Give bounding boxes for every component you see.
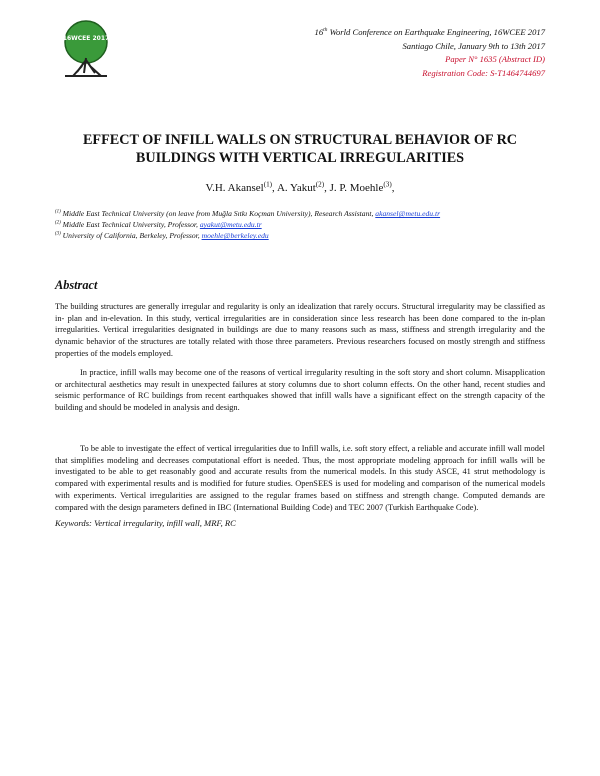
abstract-heading: Abstract <box>55 278 98 292</box>
email-link[interactable]: ayakut@metu.edu.tr <box>199 220 262 230</box>
affiliation-2: $^{(2)}$ Middle East Technical University, Professor, ayakut@metu.edu.tr <box>55 220 262 230</box>
abstract-paragraph: To be able to investigate the effect of vertical irregularities due to Infill walls, i.e. soft story effect, a reliable and accurate infill wall model that simplifies modeling and decreases computational effort is needed. Thus, the most appropriate modeling approach for infill walls will be investigated to be able to get reasonably good and accurate results from the numerical models. In this study ASCE, 41 strut methodology is compared with experimental results and is modified for future studies. OpenSEES is used for modeling and comparison of the numerical models with experiments. Vertical irregularities are assigned to the regular frames based on stiffness and strength change. Computed demands are compared with the design parameters defined in IBC (International Building Code) and TEC 2007 (Turkish Earthquake Code). <box>55 444 545 512</box>
paper-title: EFFECT OF INFILL WALLS ON STRUCTURAL BEHAVIOR OF RC BUILDINGS WITH VERTICAL IRREGULARITIES <box>82 132 518 166</box>
author-list: V.H. Akansel$^{(1)}$, A. Yakut$^{(2)}$, J. P. Moehle$^{(3)}$, <box>205 180 395 194</box>
abstract-paragraph: The building structures are generally irregular and regularity is only an idealization that rarely occurs. Structural irregularity may be classified as in- plan and in-elevation. In this study, vertical irregularities are in consideration since less research has been done compared to the in-plan irregularities. Vertical irregularities designated in buildings are due to many reasons such as mass, stiffness and strength irregularity and the dynamic behavior of the structures are totally related with those three parameters. Previous researchers focused on mostly strength and stiffness properties of the models employed. <box>55 302 545 358</box>
keywords: Keywords: Vertical irregularity, infill wall, MRF, RC <box>55 518 236 528</box>
logo-text: 16WCEE 2017 <box>62 35 110 42</box>
conference-location: Santiago Chile, January 9th to 13th 2017 <box>402 40 545 51</box>
affiliation-1: $^{(1)}$ Middle East Technical University (on leave from Muğla Sıtkı Koçman University), Research Assistant, akansel@metu.edu.tr <box>55 209 441 218</box>
affiliation-3: $^{(3)}$ University of California, Berkeley, Professor, moehle@berkeley.edu <box>55 231 269 241</box>
abstract-paragraph: In practice, infill walls may become one of the reasons of vertical irregularity resulting in the soft story and short column. Misapplication or architectural aesthetics may result in unexpected failures at story columns due to short column effects. On the other hand, recent studies and seismic performance of RC buildings from recent earthquakes showed that infill walls have a significant effect on the strength capacity of the building and should be modeled in analysis and design. <box>55 368 545 413</box>
affiliations <box>55 208 440 242</box>
conference-logo <box>55 18 117 80</box>
email-link[interactable]: akansel@metu.edu.tr <box>375 209 441 218</box>
email-link[interactable]: moehle@berkeley.edu <box>201 231 269 241</box>
conference-header <box>315 26 545 80</box>
paper-number: Paper N° 1635 (Abstract ID) <box>445 54 545 65</box>
registration-code: Registration Code: S-T1464744697 <box>422 67 545 78</box>
conference-name: 16th World Conference on Earthquake Engineering, 16WCEE 2017 <box>314 27 545 37</box>
